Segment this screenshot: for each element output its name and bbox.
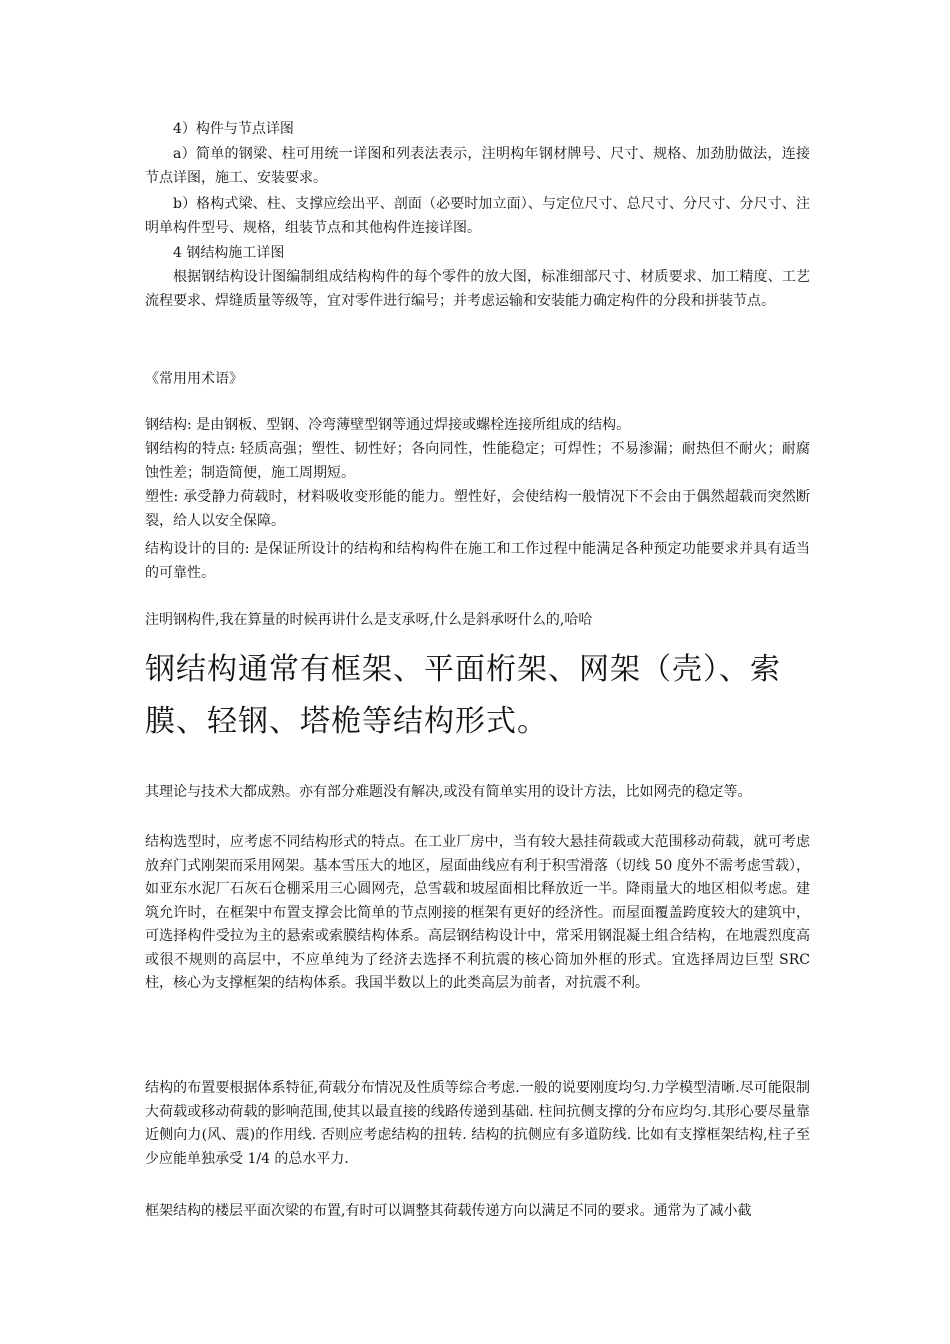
terms-title: 《常用用术语》: [145, 371, 243, 387]
paragraph-structure-layout: 结构的布置要根据体系特征,荷载分布情况及性质等综合考虑.一般的说要刚度均匀.力学模型清晰.尽可能限制大荷载或移动荷载的影响范围,使其以最直接的线路传递到基础. 柱间抗侧支撑的分布应均匀.其形心要尽量靠近侧向力(风、震)的作用线. 否则应考虑结构的扭转. 结构的抗侧应有多道防线. 比如有支撑框架结构,柱子至少应能单独承受 1/4 的总水平力.: [145, 1080, 810, 1167]
paragraph-a: a）简单的钢梁、柱可用统一详图和列表法表示，注明构年钢材牌号、尺寸、规格、加劲肋做法，连接节点详图，施工、安装要求。: [145, 146, 810, 186]
paragraph-theory: 其理论与技术大都成熟。亦有部分难题没有解决,或没有简单实用的设计方法，比如网壳的稳定等。: [145, 784, 752, 800]
note-paragraph: 注明钢构件,我在算量的时候再讲什么是支承呀,什么是斜承呀什么的,哈哈: [145, 612, 593, 628]
paragraph-b: b）格构式梁、柱、支撑应绘出平、剖面（必要时加立面）、与定位尺寸、总尺寸、分尺寸、分尺寸、注明单构件型号、规格，组装节点和其他构件连接详图。: [145, 196, 810, 236]
term-design-purpose: 结构设计的目的: 是保证所设计的结构和结构构件在施工和工作过程中能满足各种预定功能要求并具有适当的可靠性。: [145, 541, 810, 581]
section-4-4-heading: 4）构件与节点详图: [173, 121, 294, 137]
section-4-heading: 4 钢结构施工详图: [173, 245, 285, 261]
term-steel-structure: 钢结构: 是由钢板、型钢、冷弯薄壁型钢等通过焊接或螺栓连接所组成的结构。: [145, 417, 631, 433]
big-heading: 钢结构通常有框架、平面桁架、网架（壳）、索膜、轻钢、塔桅等结构形式。: [145, 652, 781, 739]
paragraph-frame-beams: 框架结构的楼层平面次梁的布置,有时可以调整其荷载传递方向以满足不同的要求。通常为了减小截: [145, 1203, 752, 1219]
paragraph-structure-selection: 结构选型时，应考虑不同结构形式的特点。在工业厂房中，当有较大悬挂荷载或大范围移动荷载，就可考虑放弃门式刚架而采用网架。基本雪压大的地区，屋面曲线应有利于积雪滑落（切线 50 度外不需考虑雪载），如亚东水泥厂石灰石仓棚采用三心圆网壳，总雪载和坡屋面相比释放近一半。降雨量大的地区相似考虑。建筑允许时，在框架中布置支撑会比简单的节点刚接的框架有更好的经济性。而屋面覆盖跨度较大的建筑中，可选择构件受拉为主的悬索或索膜结构体系。高层钢结构设计中，常采用钢混凝土组合结构，在地震烈度高或很不规则的高层中，不应单纯为了经济去选择不利抗震的核心筒加外框的形式。宜选择周边巨型 SRC 柱，核心为支撑框架的结构体系。我国半数以上的此类高层为前者，对抗震不利。: [145, 834, 810, 991]
paragraph-shop-drawings: 根据钢结构设计图编制组成结构构件的每个零件的放大图，标准细部尺寸、材质要求、加工精度、工艺流程要求、焊缝质量等级等，宜对零件进行编号；并考虑运输和安装能力确定构件的分段和拼装节点。: [145, 269, 810, 309]
term-features: 钢结构的特点: 轻质高强；塑性、韧性好；各向同性，性能稳定；可焊性；不易渗漏；耐热但不耐火；耐腐蚀性差；制造简便，施工周期短。: [145, 441, 810, 481]
term-plasticity: 塑性: 承受静力荷载时，材料吸收变形能的能力。塑性好，会使结构一般情况下不会由于偶然超载而突然断裂，给人以安全保障。: [145, 489, 810, 529]
